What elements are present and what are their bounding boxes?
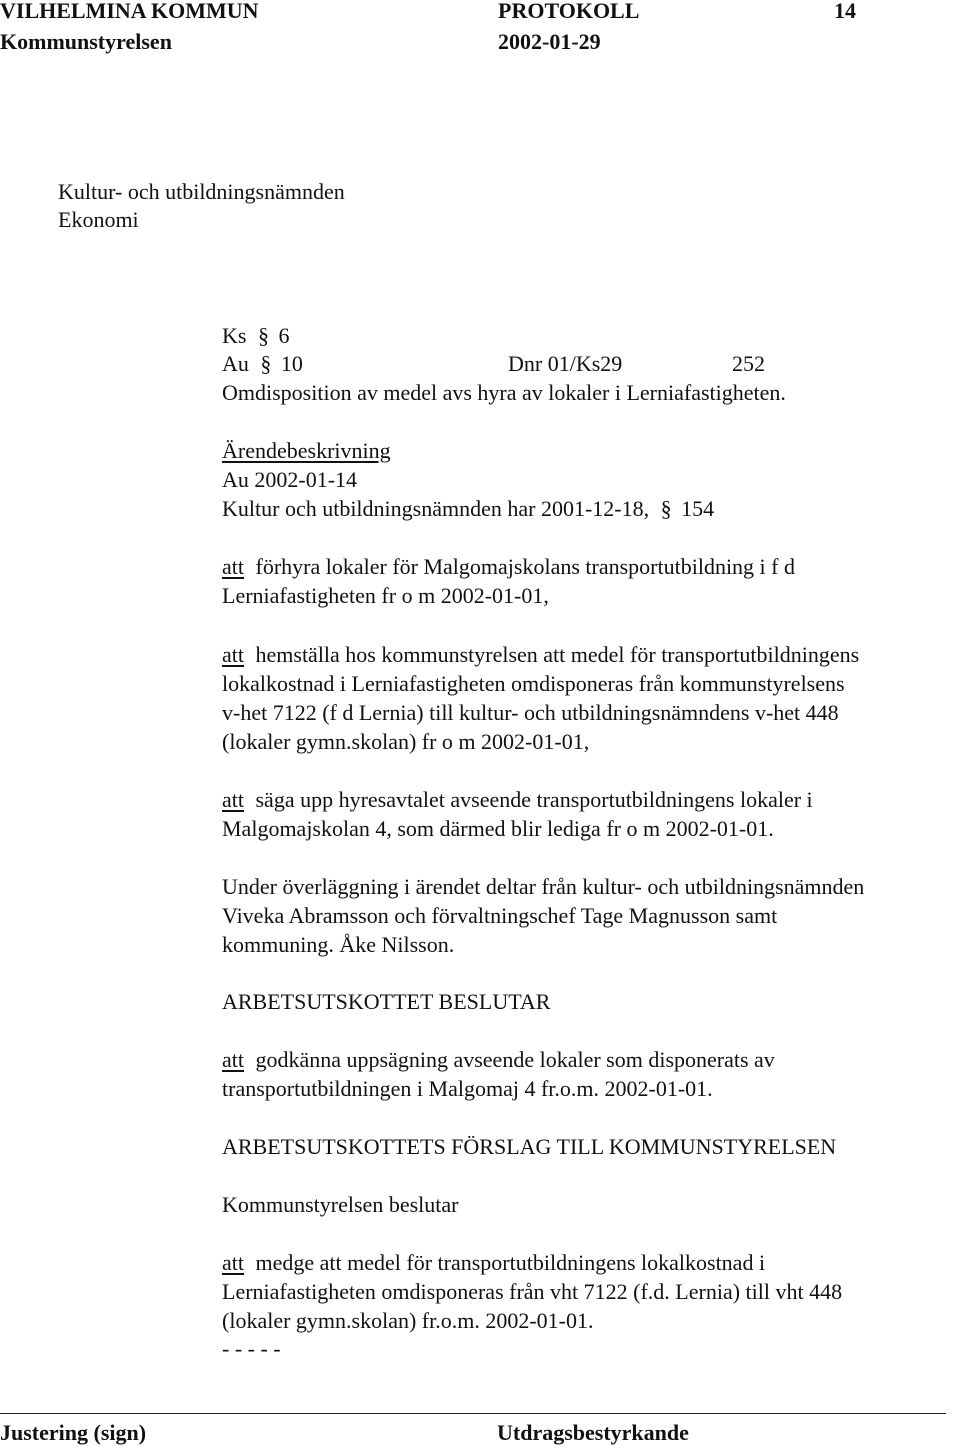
end-mark: - - - - - bbox=[222, 1336, 281, 1361]
ks-decides: Kommunstyrelsen beslutar bbox=[222, 1192, 459, 1217]
clause-text: hemställa hos kommunstyrelsen att medel för transportutbildningens bbox=[255, 642, 860, 667]
att-label: att bbox=[222, 1047, 244, 1072]
clause-1-line-2: Lerniafastigheten fr o m 2002-01-01, bbox=[222, 583, 549, 608]
recipient-line-2: Ekonomi bbox=[58, 207, 139, 232]
clause-text: medge att medel för transportutbildningens lokalkostnad i bbox=[255, 1250, 766, 1275]
page-number: 14 bbox=[834, 0, 856, 23]
att-label: att bbox=[222, 642, 244, 667]
dnr: Dnr 01/Ks29 bbox=[508, 351, 623, 376]
au-decision-heading: ARBETSUTSKOTTET BESLUTAR bbox=[222, 989, 551, 1014]
deliberation-line-2: Viveka Abramsson och förvaltningschef Tage Magnusson samt bbox=[222, 903, 778, 928]
section-symbol: § bbox=[257, 323, 269, 348]
att-clause-2 bbox=[222, 644, 859, 666]
case-code: 252 bbox=[732, 351, 765, 376]
au-line bbox=[222, 353, 303, 375]
att-clause-1 bbox=[222, 556, 795, 578]
deliberation-line-3: kommuning. Åke Nilsson. bbox=[222, 932, 455, 957]
sign-label: Justering (sign) bbox=[0, 1420, 147, 1445]
extract-label: Utdragsbestyrkande bbox=[497, 1420, 689, 1445]
recipient-line-1: Kultur- och utbildningsnämnden bbox=[58, 179, 345, 204]
proposal-heading: ARBETSUTSKOTTETS FÖRSLAG TILL KOMMUNSTYRELSEN bbox=[222, 1134, 837, 1159]
au-label: Au bbox=[222, 351, 249, 376]
clause-3-line-2: Malgomajskolan 4, som därmed blir lediga fr o m 2002-01-01. bbox=[222, 816, 774, 841]
clause-text: säga upp hyresavtalet avseende transportutbildningens lokaler i bbox=[255, 787, 813, 812]
meeting-date: 2002-01-29 bbox=[498, 29, 601, 54]
clause-2-line-2: lokalkostnad i Lerniafastigheten omdisponeras från kommunstyrelsens bbox=[222, 671, 845, 696]
clause-2-line-4: (lokaler gymn.skolan) fr o m 2002-01-01, bbox=[222, 729, 590, 754]
section-symbol: § bbox=[660, 496, 672, 521]
intro-number: 154 bbox=[681, 496, 715, 521]
intro-text: Kultur och utbildningsnämnden har 2001-12-18, bbox=[222, 496, 650, 521]
att-clause-4 bbox=[222, 1049, 775, 1071]
case-subject: Omdisposition av medel avs hyra av lokaler i Lerniafastigheten. bbox=[222, 380, 786, 405]
ks-label: Ks bbox=[222, 323, 247, 348]
deliberation-line-1: Under överläggning i ärendet deltar från kultur- och utbildningsnämnden bbox=[222, 874, 865, 899]
att-clause-3 bbox=[222, 789, 813, 811]
body-name: Kommunstyrelsen bbox=[0, 29, 172, 54]
att-clause-5 bbox=[222, 1252, 765, 1274]
clause-text: förhyra lokaler för Malgomajskolans transportutbildning i f d bbox=[255, 554, 795, 579]
clause-4-line-2: transportutbildningen i Malgomaj 4 fr.o.m. 2002-01-01. bbox=[222, 1076, 713, 1101]
org-name: VILHELMINA KOMMUN bbox=[0, 0, 259, 23]
att-label: att bbox=[222, 1250, 244, 1275]
clause-text: godkänna uppsägning avseende lokaler som disponerats av bbox=[255, 1047, 775, 1072]
att-label: att bbox=[222, 787, 244, 812]
att-label: att bbox=[222, 554, 244, 579]
clause-2-line-3: v-het 7122 (f d Lernia) till kultur- och utbildningsnämndens v-het 448 bbox=[222, 700, 839, 725]
arende-heading: Ärendebeskrivning bbox=[222, 438, 391, 463]
footer-rule bbox=[0, 1413, 946, 1414]
doc-type: PROTOKOLL bbox=[498, 0, 640, 23]
clause-5-line-2: Lerniafastigheten omdisponeras från vht 7122 (f.d. Lernia) till vht 448 bbox=[222, 1279, 843, 1304]
au-number: 10 bbox=[280, 351, 303, 376]
au-date: Au 2002-01-14 bbox=[222, 467, 358, 492]
ks-number: 6 bbox=[278, 323, 290, 348]
intro-line bbox=[222, 498, 714, 520]
clause-5-line-3: (lokaler gymn.skolan) fr.o.m. 2002-01-01. bbox=[222, 1308, 594, 1333]
ks-line bbox=[222, 325, 289, 347]
section-symbol: § bbox=[260, 351, 272, 376]
